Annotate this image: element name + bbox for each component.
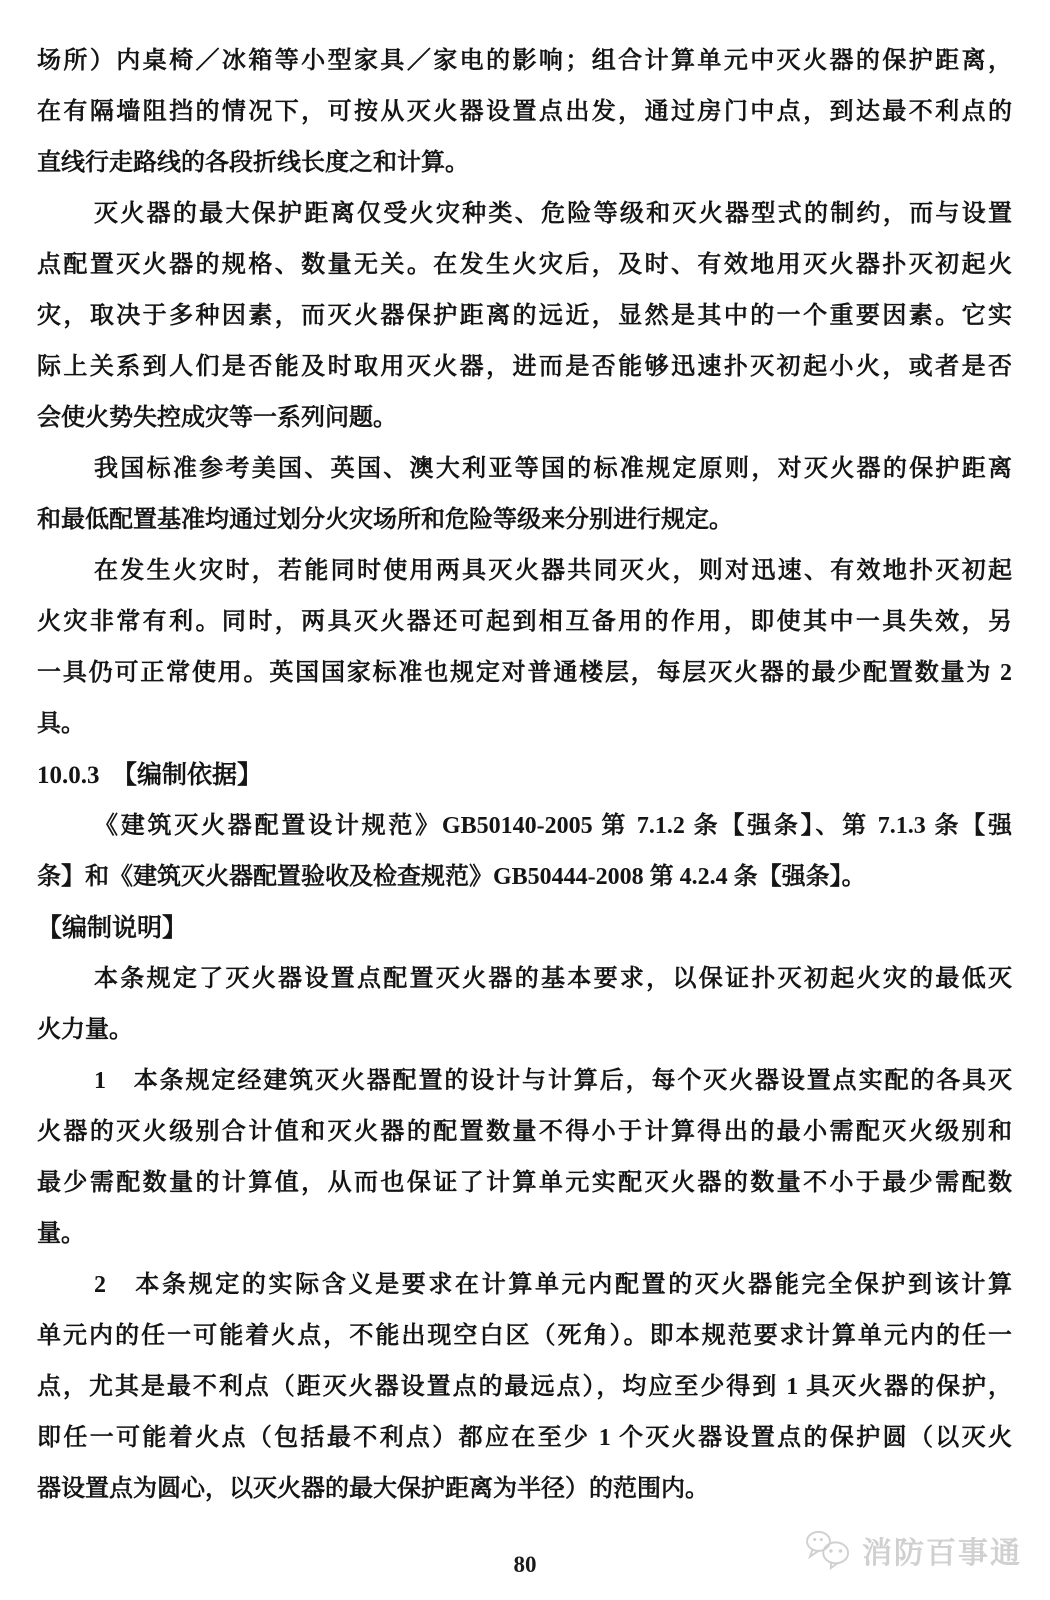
- text-line: 器设置点为圆心，以灭火器的最大保护距离为半径）的范围内。: [37, 1476, 709, 1502]
- text-line: 际上关系到人们是否能及时取用灭火器，进而是否能够迅速扑灭初起小火，或者是否: [37, 354, 1012, 380]
- text-line: 点，尤其是最不利点（距灭火器设置点的最远点），均应至少得到 1 具灭火器的保护，: [37, 1374, 1012, 1400]
- document-text: [37, 36, 1012, 1515]
- text-line: 在发生火灾时，若能同时使用两具灭火器共同灭火，则对迅速、有效地扑灭初起: [94, 558, 1012, 584]
- text-line: 火器的灭火级别合计值和灭火器的配置数量不得小于计算得出的最小需配灭火级别和: [37, 1119, 1012, 1145]
- text-line: 灾，取决于多种因素，而灭火器保护距离的远近，显然是其中的一个重要因素。它实: [37, 303, 1012, 329]
- text-line: 单元内的任一可能着火点，不能出现空白区（死角）。即本规范要求计算单元内的任一: [37, 1323, 1012, 1349]
- page-number: 80: [513, 1552, 537, 1577]
- text-line: 最少需配数量的计算值，从而也保证了计算单元实配灭火器的数量不小于最少需配数: [37, 1170, 1012, 1196]
- text-line: 条】和《建筑灭火器配置验收及检查规范》GB50444-2008 第 4.2.4 条【强条】。: [37, 864, 866, 890]
- text-line: 会使火势失控成灾等一系列问题。: [37, 405, 397, 431]
- text-line: 和最低配置基准均通过划分火灾场所和危险等级来分别进行规定。: [37, 507, 733, 533]
- text-line: 即任一可能着火点（包括最不利点）都应在至少 1 个灭火器设置点的保护圆（以灭火: [37, 1425, 1012, 1451]
- text-line: 2 本条规定的实际含义是要求在计算单元内配置的灭火器能完全保护到该计算: [94, 1272, 1012, 1298]
- text-line: 具。: [37, 711, 85, 737]
- text-line: 一具仍可正常使用。英国国家标准也规定对普通楼层，每层灭火器的最少配置数量为 2: [37, 660, 1012, 686]
- text-line: 量。: [37, 1221, 85, 1247]
- text-line: 在有隔墙阻挡的情况下，可按从灭火器设置点出发，通过房门中点，到达最不利点的: [37, 99, 1012, 125]
- text-line: 火灾非常有利。同时，两具灭火器还可起到相互备用的作用，即使其中一具失效，另: [37, 609, 1012, 635]
- text-line: 点配置灭火器的规格、数量无关。在发生火灾后，及时、有效地用灭火器扑灭初起火: [37, 252, 1012, 278]
- watermark-label: 消防百事通: [862, 1537, 1022, 1570]
- text-line: 《建筑灭火器配置设计规范》GB50140-2005 第 7.1.2 条【强条】、第 7.1.3 条【强: [94, 813, 1012, 839]
- text-line: 1 本条规定经建筑灭火器配置的设计与计算后，每个灭火器设置点实配的各具灭: [94, 1068, 1012, 1094]
- text-line: 【编制说明】: [37, 915, 188, 942]
- text-line: 直线行走路线的各段折线长度之和计算。: [37, 150, 469, 176]
- text-line: 10.0.3 【编制依据】: [37, 762, 263, 789]
- text-line: 场所）内桌椅／冰箱等小型家具／家电的影响；组合计算单元中灭火器的保护距离，: [37, 48, 1012, 74]
- text-line: 本条规定了灭火器设置点配置灭火器的基本要求，以保证扑灭初起火灾的最低灭: [94, 966, 1012, 992]
- text-line: 火力量。: [37, 1017, 133, 1043]
- text-line: 我国标准参考美国、英国、澳大利亚等国的标准规定原则，对灭火器的保护距离: [94, 456, 1012, 482]
- text-line: 灭火器的最大保护距离仅受火灾种类、危险等级和灭火器型式的制约，而与设置: [94, 201, 1012, 227]
